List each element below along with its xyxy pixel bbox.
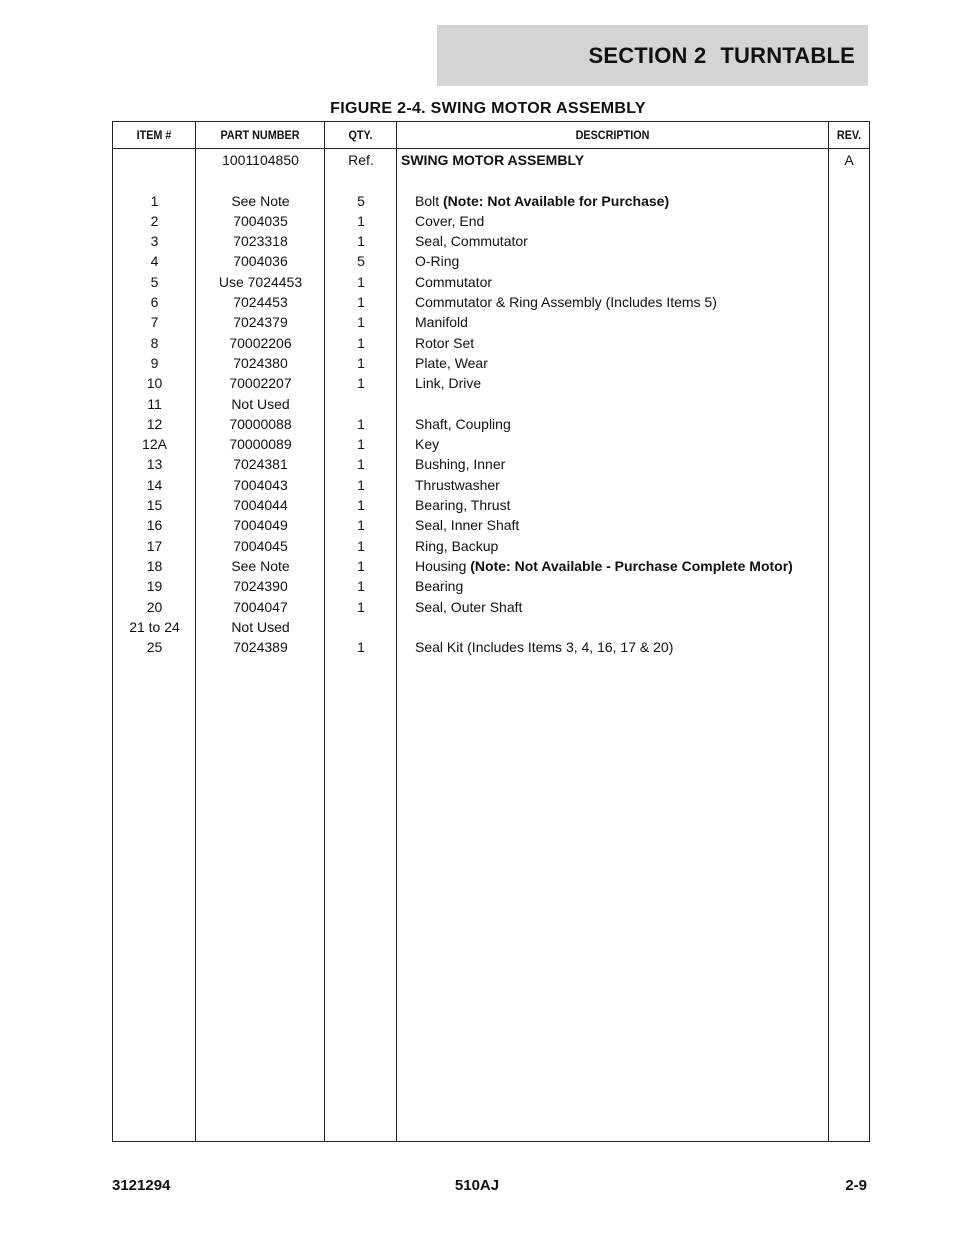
doc-number: 3121294 (112, 1177, 171, 1194)
item-number: 7 (150, 314, 159, 331)
description (415, 454, 505, 474)
item-number: 21 to 24 (129, 618, 180, 635)
part-number: 7024381 (233, 456, 288, 473)
table-row (113, 597, 869, 617)
description (415, 231, 528, 251)
description-text: Manifold (415, 314, 468, 331)
description (415, 292, 717, 312)
item-number: 18 (146, 557, 163, 574)
quantity: 1 (357, 294, 365, 311)
quantity: 1 (357, 517, 365, 534)
header-item: ITEM # (136, 128, 172, 142)
table-row (113, 637, 869, 657)
quantity: 1 (357, 537, 365, 554)
description-text: Bearing, Thrust (415, 497, 511, 514)
table-row (113, 292, 869, 312)
description-text: Key (415, 436, 440, 453)
quantity: 5 (357, 192, 365, 209)
description (415, 191, 669, 211)
part-number: 7024453 (233, 294, 288, 311)
description-note: (Note: Not Available - Purchase Complete Motor) (470, 557, 793, 574)
section-title: TURNTABLE (720, 42, 855, 68)
quantity: 5 (357, 253, 365, 270)
table-row (113, 617, 869, 637)
quantity: 1 (357, 557, 365, 574)
model-number: 510AJ (454, 1177, 500, 1194)
description-text: Seal, Commutator (415, 233, 528, 250)
table-row (113, 515, 869, 535)
quantity: 1 (357, 375, 365, 392)
part-number: 70000089 (229, 436, 292, 453)
item-number: 19 (146, 578, 163, 595)
item-number: 2 (150, 212, 159, 229)
header-part-number: PART NUMBER (220, 128, 300, 142)
description-text: Cover, End (415, 212, 485, 229)
quantity: 1 (357, 212, 365, 229)
quantity: 1 (357, 639, 365, 656)
part-number: 7004049 (233, 517, 288, 534)
item-number: 6 (150, 294, 159, 311)
table-row (113, 576, 869, 596)
description (415, 556, 793, 576)
description (415, 353, 488, 373)
quantity: 1 (357, 314, 365, 331)
table-row (113, 556, 869, 576)
page-number: 2-9 (845, 1177, 867, 1194)
description-text: Rotor Set (415, 334, 475, 351)
description-text: Commutator (415, 273, 493, 290)
part-number: 1001104850 (222, 152, 299, 168)
table-row (113, 373, 869, 393)
quantity: 1 (357, 497, 365, 514)
part-number: 70002207 (229, 375, 292, 392)
description-text: Seal Kit (Includes Items 3, 4, 16, 17 & 20) (415, 639, 674, 656)
quantity: 1 (357, 476, 365, 493)
table-row (113, 353, 869, 373)
description-text: Commutator & Ring Assembly (Includes Items 5) (415, 294, 717, 311)
header-qty: QTY. (348, 128, 373, 142)
description (415, 333, 474, 353)
item-number: 17 (146, 537, 163, 554)
table-row (113, 231, 869, 251)
item-number: 14 (146, 476, 163, 493)
table-row (113, 414, 869, 434)
section-label: SECTION 2 (588, 42, 707, 68)
quantity: Ref. (348, 152, 374, 168)
table-row (113, 495, 869, 515)
item-number: 12A (142, 436, 167, 453)
part-number: Not Used (231, 395, 290, 412)
description (415, 495, 510, 515)
part-number: 7004047 (233, 598, 288, 615)
header-divider (113, 148, 869, 149)
table-row (113, 536, 869, 556)
description-text: Plate, Wear (415, 354, 488, 371)
description (415, 536, 498, 556)
part-number: See Note (231, 557, 290, 574)
figure-title: FIGURE 2-4. SWING MOTOR ASSEMBLY (330, 100, 646, 117)
revision: A (844, 152, 854, 168)
item-number: 3 (150, 233, 159, 250)
section-header (437, 25, 868, 86)
description (415, 576, 463, 596)
quantity: 1 (357, 334, 365, 351)
item-number: 16 (146, 517, 163, 534)
description-text: Bearing (415, 578, 464, 595)
quantity: 1 (357, 436, 365, 453)
description-text: Bushing, Inner (415, 456, 506, 473)
description (415, 515, 519, 535)
part-number: Use 7024453 (218, 273, 303, 290)
table-row (113, 150, 869, 170)
description-note: (Note: Not Available for Purchase) (443, 192, 670, 209)
part-number: 7004036 (233, 253, 288, 270)
table-row (113, 251, 869, 271)
description (415, 211, 484, 231)
part-number: 7004043 (233, 476, 288, 493)
item-number: 15 (146, 497, 163, 514)
quantity: 1 (357, 578, 365, 595)
description (401, 150, 584, 170)
quantity: 1 (357, 273, 365, 290)
part-number: 70000088 (229, 415, 292, 432)
table-row (113, 454, 869, 474)
part-number: See Note (231, 192, 290, 209)
description-text: Shaft, Coupling (415, 415, 511, 432)
table-row (113, 434, 869, 454)
table-row (113, 272, 869, 292)
part-number: 7004044 (233, 497, 288, 514)
part-number: 7024389 (233, 639, 288, 656)
description-text: Ring, Backup (415, 537, 499, 554)
item-number: 20 (146, 598, 163, 615)
item-number: 5 (150, 273, 159, 290)
item-number: 13 (146, 456, 163, 473)
header-description: DESCRIPTION (575, 128, 650, 142)
description-text: SWING MOTOR ASSEMBLY (401, 152, 585, 168)
quantity: 1 (357, 233, 365, 250)
table-body (113, 150, 869, 657)
item-number: 12 (146, 415, 163, 432)
part-number: Not Used (231, 618, 290, 635)
description (415, 637, 673, 657)
part-number: 7024380 (233, 354, 288, 371)
description (415, 434, 439, 454)
description (415, 272, 492, 292)
description-text: Thrustwasher (415, 476, 500, 493)
table-row (113, 191, 869, 211)
description-text: Housing (415, 557, 467, 574)
table-row (113, 394, 869, 414)
part-number: 70002206 (229, 334, 292, 351)
header-rev: REV. (836, 128, 862, 142)
item-number: 8 (150, 334, 159, 351)
description-text: Seal, Inner Shaft (415, 517, 520, 534)
description (415, 475, 500, 495)
part-number: 7004035 (233, 212, 288, 229)
item-number: 25 (146, 639, 163, 656)
item-number: 10 (146, 375, 163, 392)
description (415, 414, 511, 434)
item-number: 1 (150, 192, 159, 209)
description-text: Link, Drive (415, 375, 482, 392)
table-row (113, 475, 869, 495)
item-number: 4 (150, 253, 159, 270)
part-number: 7024379 (233, 314, 288, 331)
description (415, 312, 468, 332)
description-text: Seal, Outer Shaft (415, 598, 523, 615)
table-row (113, 312, 869, 332)
parts-table (112, 121, 870, 1142)
quantity: 1 (357, 456, 365, 473)
part-number: 7023318 (233, 233, 288, 250)
table-row (113, 211, 869, 231)
quantity: 1 (357, 598, 365, 615)
item-number: 11 (147, 395, 162, 412)
description (415, 597, 522, 617)
description (415, 373, 481, 393)
description-text: O-Ring (415, 253, 460, 270)
quantity: 1 (357, 354, 365, 371)
quantity: 1 (357, 415, 365, 432)
description (415, 251, 459, 271)
part-number: 7004045 (233, 537, 288, 554)
table-row (113, 170, 869, 190)
description-text: Bolt (415, 192, 440, 209)
part-number: 7024390 (233, 578, 288, 595)
table-row (113, 333, 869, 353)
item-number: 9 (150, 354, 159, 371)
